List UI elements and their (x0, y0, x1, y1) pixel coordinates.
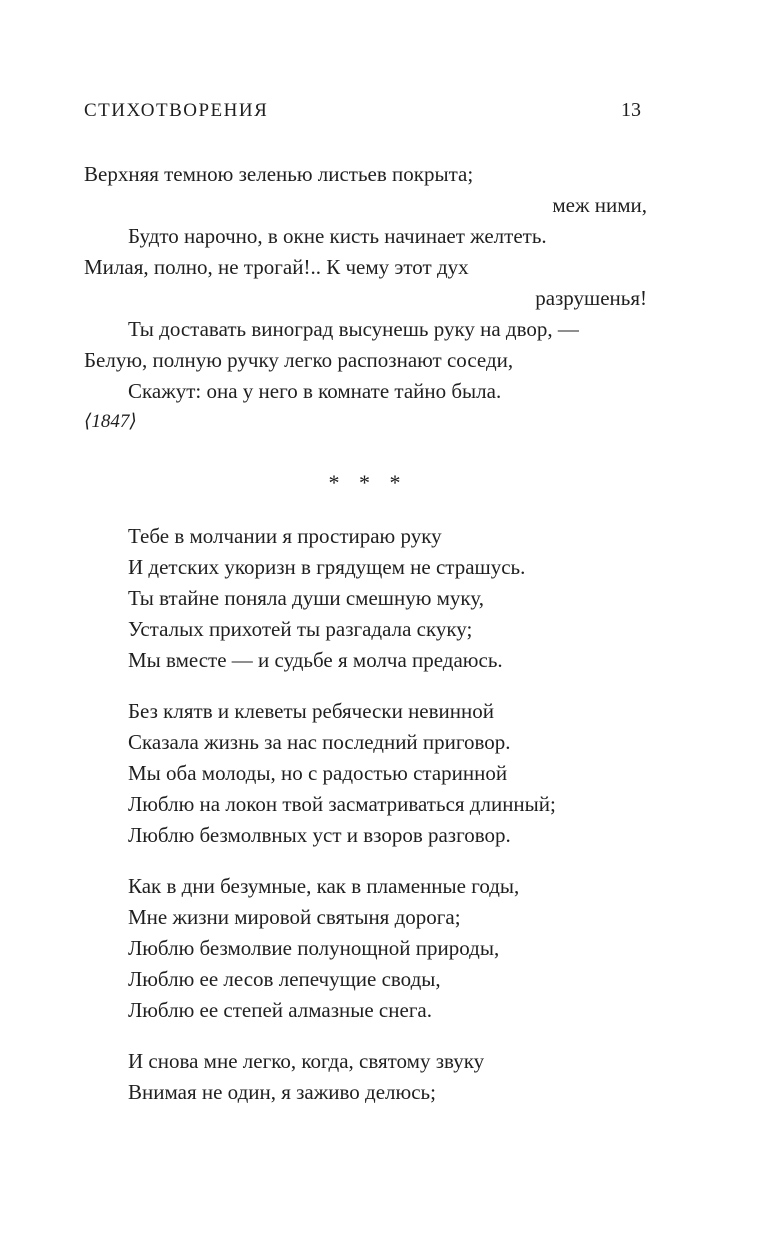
poem-line: Мне жизни мировой святыня дорога; (128, 905, 461, 929)
poem-line: Мы оба молоды, но с радостью старинной (128, 761, 508, 785)
poem-date: ⟨1847⟩ (84, 411, 137, 432)
stanza (84, 696, 647, 851)
poem-line: И снова мне легко, когда, святому звуку (128, 1049, 485, 1073)
poem-line: Сказала жизнь за нас последний приговор. (128, 730, 511, 754)
page-number: 13 (621, 99, 641, 121)
poem (84, 521, 647, 1108)
poem-line: Без клятв и клеветы ребячески невинной (128, 699, 494, 723)
poem-line: Милая, полно, не трогай!.. К чему этот дух (84, 255, 469, 279)
poem-line: Люблю безмолвие полунощной природы, (128, 936, 500, 960)
poem-line: Люблю ее лесов лепечущие своды, (128, 967, 441, 991)
stanza (84, 521, 647, 676)
poem-line: И детских укоризн в грядущем не страшусь. (128, 555, 526, 579)
poem-line: меж ними, (552, 193, 647, 217)
poem-line: Усталых прихотей ты разгадала скуку; (128, 617, 473, 641)
stanza (84, 1046, 647, 1108)
poem-line: разрушенья! (535, 286, 647, 310)
poem-fragment (84, 159, 647, 435)
poem-line: Будто нарочно, в окне кисть начинает желтеть. (128, 224, 547, 248)
poem-line: Верхняя темною зеленью листьев покрыта; (84, 162, 474, 186)
poem-line: Тебе в молчании я простираю руку (128, 524, 442, 548)
poem-line: Скажут: она у него в комнате тайно была. (128, 379, 502, 403)
text-block (84, 0, 647, 1108)
stanza (84, 871, 647, 1026)
poem-line: Внимая не один, я заживо делюсь; (128, 1080, 436, 1104)
poem-line: Люблю безмолвных уст и взоров разговор. (128, 823, 511, 847)
poem-line: Ты втайне поняла души смешную муку, (128, 586, 484, 610)
poem-line: Мы вместе — и судьбе я молча предаюсь. (128, 648, 503, 672)
running-header-title: СТИХОТВОРЕНИЯ (84, 100, 269, 121)
poem-line: Люблю на локон твой засматриваться длинный; (128, 792, 556, 816)
poem-line: Люблю ее степей алмазные снега. (128, 998, 432, 1022)
poem-line: Белую, полную ручку легко распознают соседи, (84, 348, 514, 372)
poem-line: Ты доставать виноград высунешь руку на двор, — (128, 317, 579, 341)
poem-line: Как в дни безумные, как в пламенные годы, (128, 874, 520, 898)
stanza-separator: * * * (328, 470, 403, 495)
running-header (84, 99, 647, 122)
